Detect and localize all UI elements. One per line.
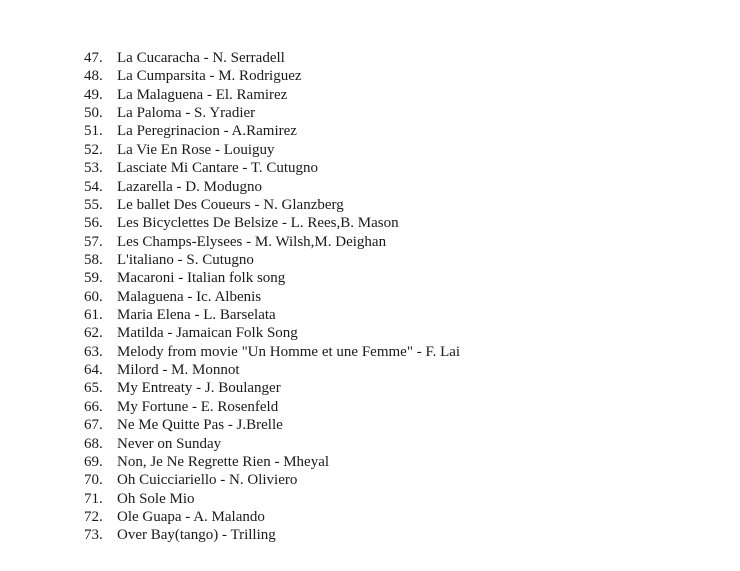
song-number: 68. [84, 435, 103, 452]
song-title-composer: Ne Me Quitte Pas - J.Brelle [117, 417, 283, 434]
list-item [84, 159, 460, 177]
song-title-composer: Lazarella - D. Modugno [117, 178, 262, 195]
song-title-composer: Oh Cuicciariello - N. Oliviero [117, 472, 298, 489]
song-number: 55. [84, 196, 103, 213]
list-item [84, 104, 460, 122]
list-item [84, 526, 460, 544]
list-item [84, 343, 460, 361]
song-title-composer: Milord - M. Monnot [117, 362, 240, 379]
song-number: 57. [84, 233, 103, 250]
song-title-composer: My Entreaty - J. Boulanger [117, 380, 281, 397]
list-item [84, 141, 460, 159]
song-title-composer: La Peregrinacion - A.Ramirez [117, 123, 297, 140]
song-number: 71. [84, 490, 103, 507]
song-title-composer: Melody from movie "Un Homme et une Femme" - F. Lai [117, 343, 461, 360]
list-item [84, 269, 460, 287]
list-item [84, 324, 460, 342]
song-number: 50. [84, 105, 103, 122]
song-title-composer: Macaroni - Italian folk song [117, 270, 286, 287]
song-title-composer: La Vie En Rose - Louiguy [117, 141, 275, 158]
song-title-composer: Ole Guapa - A. Malando [117, 508, 265, 525]
song-number: 72. [84, 508, 103, 525]
song-number: 52. [84, 141, 103, 158]
song-number: 47. [84, 50, 103, 66]
list-item [84, 233, 460, 251]
list-item [84, 251, 460, 269]
list-item [84, 508, 460, 526]
list-item [84, 214, 460, 232]
song-number: 61. [84, 307, 103, 324]
song-title-composer: Oh Sole Mio [117, 490, 195, 507]
song-title-composer: Never on Sunday [117, 435, 222, 452]
song-title-composer: Matilda - Jamaican Folk Song [117, 325, 298, 342]
song-title-composer: Maria Elena - L. Barselata [117, 307, 276, 324]
song-title-composer: Les Champs-Elysees - M. Wilsh,M. Deighan [117, 233, 387, 250]
list-item [84, 379, 460, 397]
song-number: 63. [84, 343, 103, 360]
song-number: 67. [84, 417, 103, 434]
song-number: 54. [84, 178, 103, 195]
song-title-composer: L'italiano - S. Cutugno [117, 251, 254, 268]
list-item [84, 306, 460, 324]
song-title-composer: La Paloma - S. Yradier [117, 105, 256, 122]
song-title-composer: Les Bicyclettes De Belsize - L. Rees,B. Mason [117, 215, 399, 232]
song-list [84, 49, 460, 545]
list-item [84, 471, 460, 489]
list-item [84, 435, 460, 453]
list-item [84, 49, 460, 67]
song-title-composer: La Cucaracha - N. Serradell [117, 50, 285, 66]
list-item [84, 67, 460, 85]
song-title-composer: La Malaguena - El. Ramirez [117, 86, 288, 103]
song-title-composer: My Fortune - E. Rosenfeld [117, 398, 279, 415]
list-item [84, 178, 460, 196]
list-item [84, 196, 460, 214]
song-title-composer: Malaguena - Ic. Albenis [117, 288, 262, 305]
song-title-composer: Lasciate Mi Cantare - T. Cutugno [117, 160, 319, 177]
song-title-composer: Non, Je Ne Regrette Rien - Mheyal [117, 453, 330, 470]
song-title-composer: Over Bay(tango) - Trilling [117, 527, 276, 544]
song-number: 59. [84, 270, 103, 287]
song-number: 58. [84, 251, 103, 268]
song-title-composer: La Cumparsita - M. Rodriguez [117, 68, 302, 85]
song-number: 49. [84, 86, 103, 103]
list-item [84, 490, 460, 508]
song-number: 51. [84, 123, 103, 140]
list-item [84, 288, 460, 306]
list-item [84, 122, 460, 140]
song-number: 66. [84, 398, 103, 415]
list-item [84, 453, 460, 471]
list-item [84, 398, 460, 416]
song-number: 64. [84, 362, 103, 379]
song-title-composer: Le ballet Des Coueurs - N. Glanzberg [117, 196, 344, 213]
song-number: 69. [84, 453, 103, 470]
song-number: 48. [84, 68, 103, 85]
song-number: 62. [84, 325, 103, 342]
list-item [84, 361, 460, 379]
song-number: 60. [84, 288, 103, 305]
song-number: 70. [84, 472, 103, 489]
list-item [84, 86, 460, 104]
song-number: 65. [84, 380, 103, 397]
song-number: 56. [84, 215, 103, 232]
list-item [84, 416, 460, 434]
song-number: 73. [84, 527, 103, 544]
song-number: 53. [84, 160, 103, 177]
